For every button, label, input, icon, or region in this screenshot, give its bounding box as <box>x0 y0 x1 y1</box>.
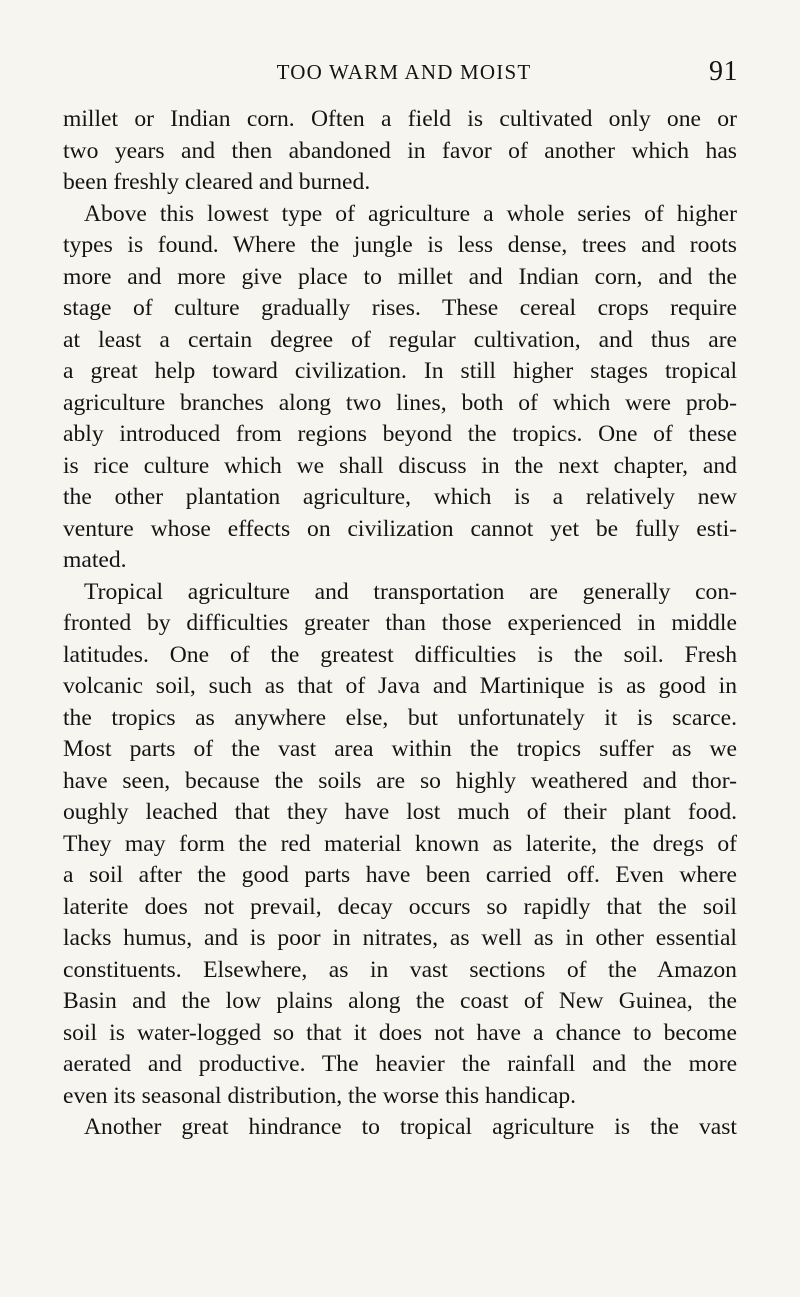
text-line: been freshly cleared and burned. <box>63 169 371 195</box>
paragraph <box>63 199 737 577</box>
page-number: 91 <box>709 56 738 87</box>
text-line: the tropics as anywhere else, but unfortunately it is scarce. <box>63 704 738 731</box>
text-line: types is found. Where the jungle is less dense, trees and roots <box>63 232 737 258</box>
text-line: a soil after the good parts have been carried off. Even where <box>63 862 738 888</box>
text-line: aerated and productive. The heavier the rainfall and the more <box>63 1051 738 1077</box>
body-text <box>63 104 737 1144</box>
text-line: have seen, because the soils are so highly weathered and thor- <box>63 767 737 794</box>
text-line: volcanic soil, such as that of Java and Martinique is as good in <box>63 673 738 699</box>
text-line: agriculture branches along two lines, both of which were prob- <box>63 389 737 416</box>
text-line: venture whose effects on civilization cannot yet be fully esti- <box>63 515 738 542</box>
text-line: mated. <box>63 547 127 573</box>
text-line: even its seasonal distribution, the worse this handicap. <box>63 1082 577 1109</box>
text-line: fronted by difficulties greater than those experienced in middle <box>63 610 737 636</box>
text-line: Tropical agriculture and transportation are generally con- <box>84 578 738 605</box>
text-line: Most parts of the vast area within the tropics suffer as we <box>63 736 737 762</box>
text-line: Above this lowest type of agriculture a whole series of higher <box>84 200 738 227</box>
text-line: at least a certain degree of regular cultivation, and thus are <box>63 326 738 353</box>
text-line: laterite does not prevail, decay occurs so rapidly that the soil <box>63 893 737 920</box>
text-line: lacks humus, and is poor in nitrates, as well as in other essential <box>63 925 737 951</box>
paragraph <box>63 577 737 1113</box>
paragraph <box>63 1112 737 1144</box>
paragraph <box>63 104 737 199</box>
text-line: ably introduced from regions beyond the tropics. One of these <box>63 421 737 447</box>
text-line: a great help toward civilization. In still higher stages tropical <box>63 358 738 384</box>
text-line: soil is water-logged so that it does not have a chance to become <box>63 1019 737 1046</box>
text-line: the other plantation agriculture, which is a relatively new <box>63 484 737 510</box>
text-line: latitudes. One of the greatest difficulties is the soil. Fresh <box>63 641 738 668</box>
text-line: Another great hindrance to tropical agriculture is the vast <box>84 1114 737 1140</box>
text-line: millet or Indian corn. Often a field is cultivated only one or <box>63 106 737 132</box>
text-line: constituents. Elsewhere, as in vast sections of the Amazon <box>63 956 737 983</box>
running-title: TOO WARM AND MOIST <box>276 60 532 84</box>
running-head <box>0 56 800 90</box>
text-line: Basin and the low plains along the coast of New Guinea, the <box>63 988 737 1014</box>
text-line: oughly leached that they have lost much of their plant food. <box>63 799 738 825</box>
text-line: two years and then abandoned in favor of another which has <box>63 137 737 164</box>
text-line: more and more give place to millet and Indian corn, and the <box>63 263 737 290</box>
text-line: is rice culture which we shall discuss in the next chapter, and <box>63 452 737 479</box>
text-line: stage of culture gradually rises. These cereal crops require <box>63 295 737 321</box>
text-line: They may form the red material known as laterite, the dregs of <box>63 830 737 857</box>
